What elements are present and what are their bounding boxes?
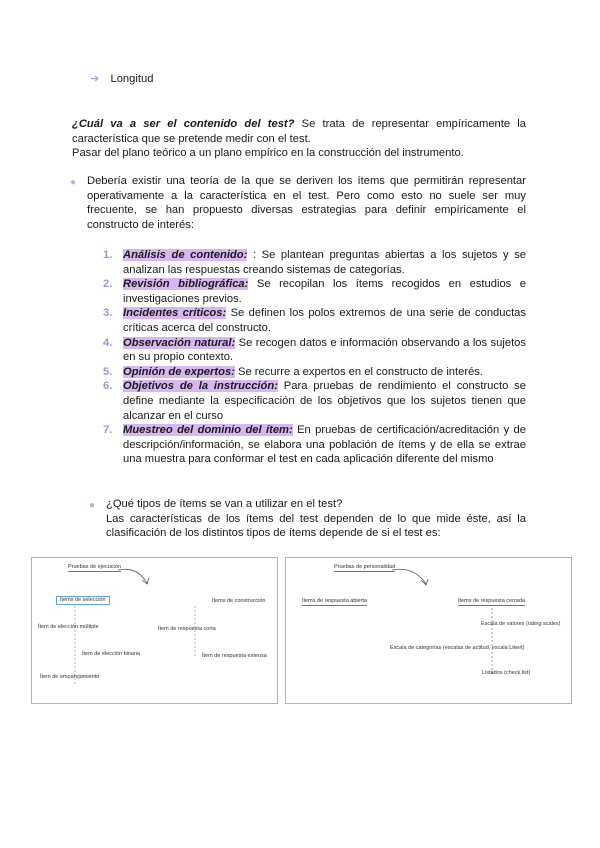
bullet1-text: Debería existir una teoría de la que se deriven los ítems que permitirán representar operativamente a la característica en el test. Pero como esto no suele ser muy frecuente, se han propuesto diversas estrategias para definir empíricamente el constructo de interés: [87,175,526,231]
question-paragraph [72,117,526,161]
list-item: 2. Revisión bibliográfica: Se recopilan los ítems recogidos en estudios e investigaciones previos. [103,278,526,305]
diagram-node: Ítems de construcción [212,598,266,604]
strategy-desc: Se definen los polos extremos de una serie de conductas críticas acerca del constructo. [123,307,527,334]
list-item: 7. Muestreo del dominio del ítem: En pruebas de certificación/acreditación y de descripción/información, se elabora una población de ítems y de ella se extrae una muestra para conformar el test en cada aplicación diferente del mismo [103,424,526,466]
list-item: 6. Objetivos de la instrucción: Para pruebas de rendimiento el constructo se define mediante la especificación de los objetivos que los sujetos tienen que alcanzar en el curso [103,380,526,422]
diagram-leaf: Ítem de elección binaria [82,651,141,657]
diagram-execution-tests [31,557,278,704]
strategy-term: Objetivos de la instrucción: [123,380,278,393]
diagram-personality-tests [285,557,572,704]
strategy-term: Incidentes críticos: [123,307,227,320]
diagram-leaf: Listados (check list) [482,670,531,676]
bullet-dot-icon: ● [89,500,96,511]
bullet2-question: ¿Qué tipos de ítems se van a utilizar en el test? [106,498,343,510]
list-item: 3. Incidentes críticos: Se definen los polos extremos de una serie de conductas críticas acerca del constructo. [103,307,527,334]
strategies-list [103,248,526,467]
strategy-desc: Se recopilan los ítems recogidos en estudios e investigaciones previos. [123,278,526,305]
diagram-leaf: Ítem de elección múltiple [38,624,99,630]
strategy-term: Revisión bibliográfica: [123,278,249,291]
strategy-term: Análisis de contenido: [123,249,248,261]
bullet2-body: Las características de los ítems del test dependen de lo que mide éste, así la clasificación de los distintos tipos de ítems depende de si el test es: [106,512,526,540]
diagram-node: Ítems de selección [56,596,110,605]
strategy-desc: Se recurre a expertos en el constructo de interés. [234,365,484,378]
longitud-item [90,72,153,87]
question-body: Se trata de representar empíricamente la característica que se pretende medir con el test. [72,118,526,145]
strategy-desc: : Se plantean preguntas abiertas a los sujetos y se analizan las respuestas creando sistemas de categorías. [123,249,526,276]
bullet-dot-icon: ● [70,177,77,188]
diagram-leaf: Ítem de emparejamiento [40,674,100,680]
strategy-term: Muestreo del dominio del ítem: [123,424,293,437]
strategy-desc: En pruebas de certificación/acreditación y de descripción/información, se elabora una población de ítems y de ella se extrae una muestra para conformar el test en cada aplicación diferente del mismo [123,424,526,466]
strategy-term: Observación natural: [123,336,236,349]
diagram-leaf: Ítem de respuesta corta [158,626,216,632]
list-item: 4. Observación natural: Se recogen datos e información observando a los sujetos en su propio contexto. [103,336,526,364]
diagram-node: Ítems de respuesta cerrada [458,598,525,604]
bullet2-text [106,497,526,541]
diagram-connectors [286,558,571,703]
strategy-desc: Se recogen datos e información observando a los sujetos en su propio contexto. [123,336,526,364]
strategy-desc: Para pruebas de rendimiento el constructo se define mediante la especificación de los objetivos que los sujetos tienen que alcanzar en el curso [123,380,526,422]
list-item: 1. Análisis de contenido: : Se plantean preguntas abiertas a los sujetos y se analizan las respuestas creando sistemas de categorías. [103,249,526,276]
list-item: 5. Opinión de expertos: Se recurre a expertos en el constructo de interés. [103,365,484,378]
diagram-root: Pruebas de personalidad [334,564,396,570]
diagram-leaf: Escala de valores (rating scales) [481,621,561,627]
arrow-right-icon: ➔ [90,73,100,85]
diagram-leaf: Ítem de respuesta extensa [202,653,267,659]
question-lead: ¿Cuál va a ser el contenido del test? [72,118,295,130]
longitud-text: Longitud [110,73,154,85]
question-line2: Pasar del plano teórico a un plano empírico en la construcción del instrumento. [72,147,464,160]
strategy-term: Opinión de expertos: [123,365,235,378]
diagram-node: Ítems de respuesta abierta [302,598,368,604]
diagram-root: Pruebas de ejecución [68,564,121,570]
diagram-leaf: Escala de categorías (escalas de actitud, escala Likert) [390,645,525,651]
